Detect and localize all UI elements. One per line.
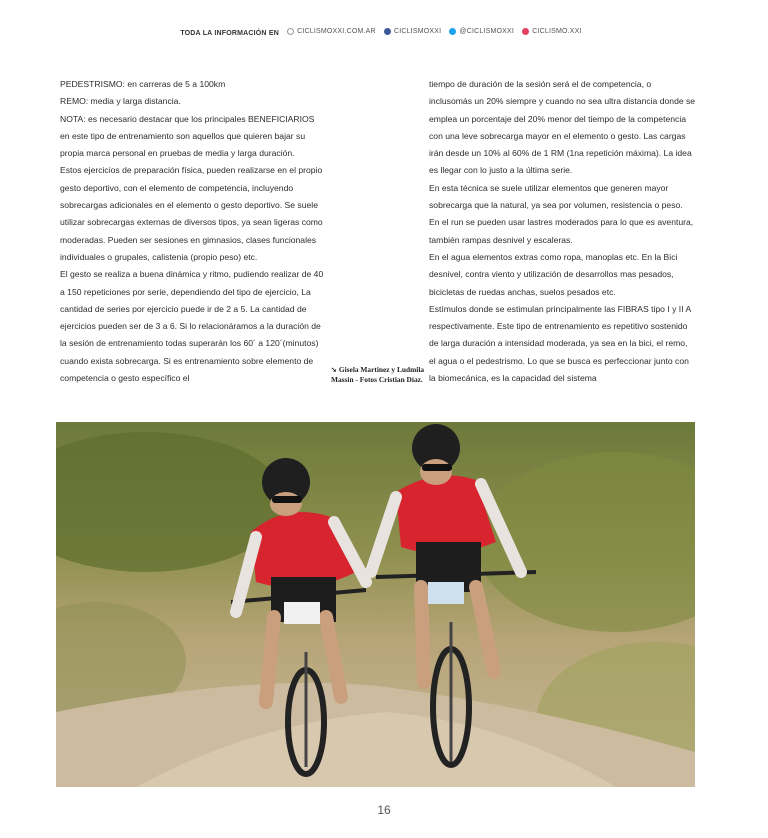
paragraph: NOTA: es necesario destacar que los principales BENEFICIARIOS en este tipo de entrenamiento son aquellos que quieren bajar su propia marca personal en pruebas de media y larga duración. bbox=[60, 113, 315, 159]
header-twitter-label: @CICLISMOXXI bbox=[459, 28, 515, 35]
paragraph: En el run se pueden usar lastres moderados para lo que es aventura, también rampas desnivel y escaleras. bbox=[429, 217, 694, 245]
paragraph: Estímulos donde se estimulan principalmente las FIBRAS tipo I y II A respectivamente. Este tipo de entrenamiento es repetitivo sostenido de larga duración a intensidad moderada, ya sea en la bici, el remo, el agua o el pedestrismo. Lo que se busca es perfeccionar junto con la biomecánica, es la capacidad del sistema bbox=[429, 303, 691, 384]
header-instagram[interactable] bbox=[522, 28, 581, 35]
page-number: 16 bbox=[377, 803, 391, 817]
header-facebook-label: CICLISMOXXI bbox=[393, 28, 442, 35]
caption-arrow-icon: ➘ bbox=[331, 366, 337, 374]
paragraph: PEDESTRISMO: en carreras de 5 a 100km bbox=[60, 79, 226, 89]
right-column bbox=[429, 76, 696, 387]
header-lead: TODA LA INFORMACIÓN EN bbox=[180, 30, 279, 37]
left-column bbox=[60, 76, 326, 387]
globe-icon bbox=[287, 28, 294, 35]
paragraph: En esta técnica se suele utilizar elementos que generen mayor sobrecarga que la natural, ya sea por volumen, resistencia o peso. bbox=[429, 182, 683, 211]
paragraph: tiempo de duración de la sesión será el de competencia, o inclusomás un 20% siempre y cuando no sea ultra distancia donde se emplea un porcentaje del 20% menor del tiempo de la competencia con una leve sobrecarga mayor en el elemento o gesto. Las cargas irán desde un 10% al 60% de 1 RM (1na repetición máxima). La idea es llegar con lo justo a la última serie. bbox=[429, 79, 696, 176]
instagram-icon bbox=[522, 28, 529, 35]
header-facebook[interactable] bbox=[384, 28, 441, 35]
cyclists-photo bbox=[56, 422, 695, 787]
paragraph: El gesto se realiza a buena dinámica y ritmo, pudiendo realizar de 40 a 150 repeticiones por serie, dependiendo del tipo de ejercicio, La cantidad de series por ejercicio puede ir de 2 a 5. La cantidad de ejercicios pueden ser de 3 a 6. Si lo relacionáramos a la duración de la sesión de entrenamiento todas superarán los 60´ a 120´(minutos) cuando exista sobrecarga. Si es entrenamiento sobre elemento de competencia o gesto específico el bbox=[60, 269, 324, 384]
page-header bbox=[0, 28, 768, 37]
header-website[interactable] bbox=[287, 28, 376, 35]
twitter-icon bbox=[449, 28, 456, 35]
paragraph: En el agua elementos extras como ropa, manoplas etc. En la Bici desnivel, contra viento y utilización de desarrollos mas pesados, bicicletas de ruedas anchas, suelos pesados etc. bbox=[429, 251, 678, 297]
facebook-icon bbox=[384, 28, 391, 35]
header-instagram-label: CICLISMO.XXI bbox=[532, 28, 582, 35]
header-website-label: CICLISMOXXI.COM.AR bbox=[297, 28, 376, 35]
paragraph: REMO: media y larga distancia. bbox=[60, 96, 181, 107]
photo-caption bbox=[331, 365, 427, 385]
caption-text: Gisela Martinez y Ludmila Massin - Fotos Cristian Díaz. bbox=[331, 365, 425, 384]
paragraph: Estos ejercicios de preparación física, pueden realizarse en el propio gesto deportivo, con el elemento de competencia, incluyendo sobrecargas adicionales en el elemento o gesto deportivo. Se suele utilizar sobrecargas externas de diversos tipos, ya sean ligeras como moderadas. Pueden ser sesiones en gimnasios, clases funcionales individuales o grupales, calistenia (propio peso) etc. bbox=[60, 165, 323, 262]
header-twitter[interactable] bbox=[449, 28, 514, 35]
cyclists-illustration bbox=[56, 422, 695, 787]
